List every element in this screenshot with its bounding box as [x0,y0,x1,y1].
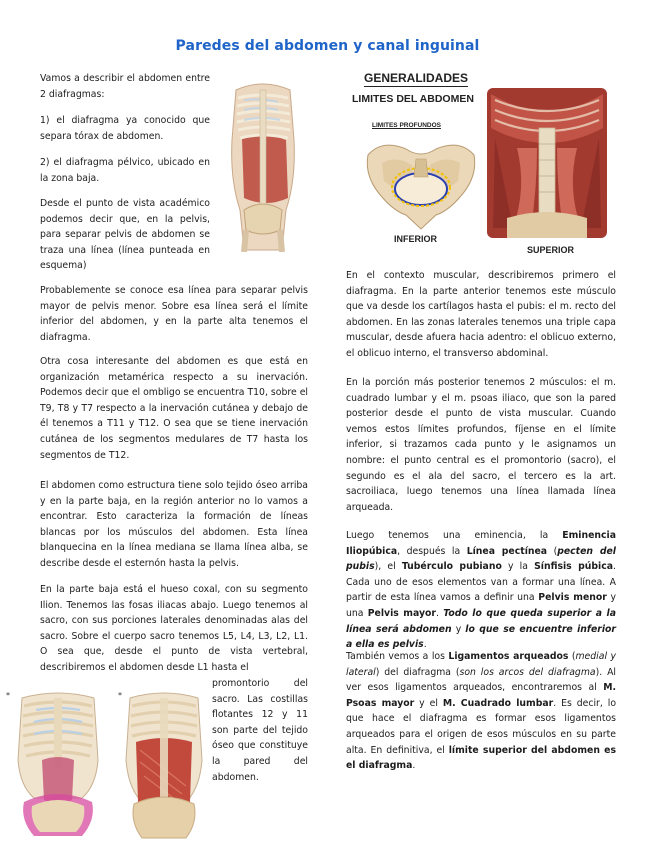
paragraph-diaphragm-2: 2) el diafragma pélvico, ubicado en la zona baja. [40,157,210,184]
label-inferior: INFERIOR [394,234,438,244]
paragraph-muscular-context: En el contexto muscular, describiremos primero el diafragma. En la parte anterior tenemos este músculo que va desde los cartílagos hasta el pubis: el m. recto del abdomen. En las zonas laterales tenemos una triple capa muscular, desde afuera hacia adentro: el oblicuo externo, el oblicuo interno, el transverso abdominal. [346,270,616,359]
figure-heading: GENERALIDADES [364,71,469,85]
torso-muscle-illustration [120,690,208,842]
paragraph-posterior-muscles: En la porción más posterior tenemos 2 músculos: el m. cuadrado lumbar y el m. psoas iliaco, que son la pared posterior desde el punto de vista muscular. Cuando vemos estos límites profundos, fíjense en el límite inferior, si trazamos cada punto y le asignamos un nombre: el punto central es el promontorio (sacro), el segundo es el ala del sacro, el tercero es la art. sacroiliaca, luego tenemos una línea llamada línea arqueada. [346,377,616,513]
figure-subheading: LIMITES DEL ABDOMEN [352,93,474,105]
figure-marker: * [6,691,10,700]
torso-anterior-illustration [12,690,104,842]
paragraph-promontory: promontorio del sacro. Las costillas flotantes 12 y 11 son parte del tejido óseo que constituye la pared del abdomen. [212,678,308,783]
paragraph-coxal: En la parte baja está el hueso coxal, con su segmento Ilion. Tenemos las fosas iliacas abajo. Luego tenemos al sacro, con sus porciones laterales denominadas alas del sacro. Sobre el cuerpo sacro tenemos L5, L4, L3, L2, L1. O sea que, desde el punto de vista vertebral, describiremos el abdomen desde L1 hasta el [40,584,308,673]
paragraph-arcuate-ligaments: También vemos a los Ligamentos arqueados (medial y lateral) del diafragma (son los arcos del diafragma). Al ver esos ligamentos arqueados, encontraremos al M. Psoas mayor y el M. Cuadrado lumbar. Es decir, lo que hace el diafragma es formar esos ligamentos arqueados para el origen de esos músculos en su parte alta. En definitiva, el límite superior del abdomen es el diafragma. [346,651,617,772]
label-superior: SUPERIOR [527,245,575,255]
paragraph-diaphragm-1: 1) el diafragma ya conocido que separa tórax de abdomen. [40,115,210,142]
pelvis-inferior-illustration [362,137,480,232]
figure-heading-underline [364,86,468,87]
page-title: Paredes del abdomen y canal inguinal [175,38,480,54]
paragraph-bone-tissue: El abdomen como estructura tiene solo tejido óseo arriba y en la parte baja, en la región anterior no lo vamos a encontrar. Esto caracteriza la formación de líneas blancas por los músculos del abdomen. Esta línea blanquecina en la línea mediana se llama línea alba, se describe desde el esternón hasta la pelvis. [40,480,308,569]
figure-small-label: LIMITES PROFUNDOS [372,122,441,129]
torso-lateral-illustration [222,80,304,252]
paragraph-pelvis-limit: Probablemente se conoce esa línea para separar pelvis mayor de pelvis menor. Sobre esa línea será el límite inferior del abdomen, y en la parte alta tenemos el diafragma. [40,285,308,343]
paragraph-pelvis-line: Desde el punto de vista académico podemos decir que, en la pelvis, para separar pelvis de abdomen se traza una línea (línea punteada en esquema) [40,198,210,272]
paragraph-innervation: Otra cosa interesante del abdomen es que está en organización metamérica respecto a su inervación. Podemos decir que el ombligo se encuentra T10, sobre el T9, T8 y T7 respecto a la inervación cutánea y debajo de él tenemos a T11 y T12. O sea que se tiene inervación cutánea de los segmentos medulares de T7 hasta los segmentos de T12. [40,356,308,461]
paragraph-intro: Vamos a describir el abdomen entre 2 diafragmas: [40,73,210,100]
figure-marker: * [118,691,122,700]
abdomen-superior-illustration [487,88,607,238]
paragraph-iliopubic: Luego tenemos una eminencia, la Eminencia Iliopúbica, después la Línea pectínea (pecten del pubis), el Tubérculo pubiano y la Sínfisis púbica. Cada uno de esos elementos van a formar una línea. A partir de esta línea vamos a definir una Pelvis menor y una Pelvis mayor. Todo lo que queda superior a la línea será abdomen y lo que se encuentre inferior a ella es pelvis. [346,530,617,651]
